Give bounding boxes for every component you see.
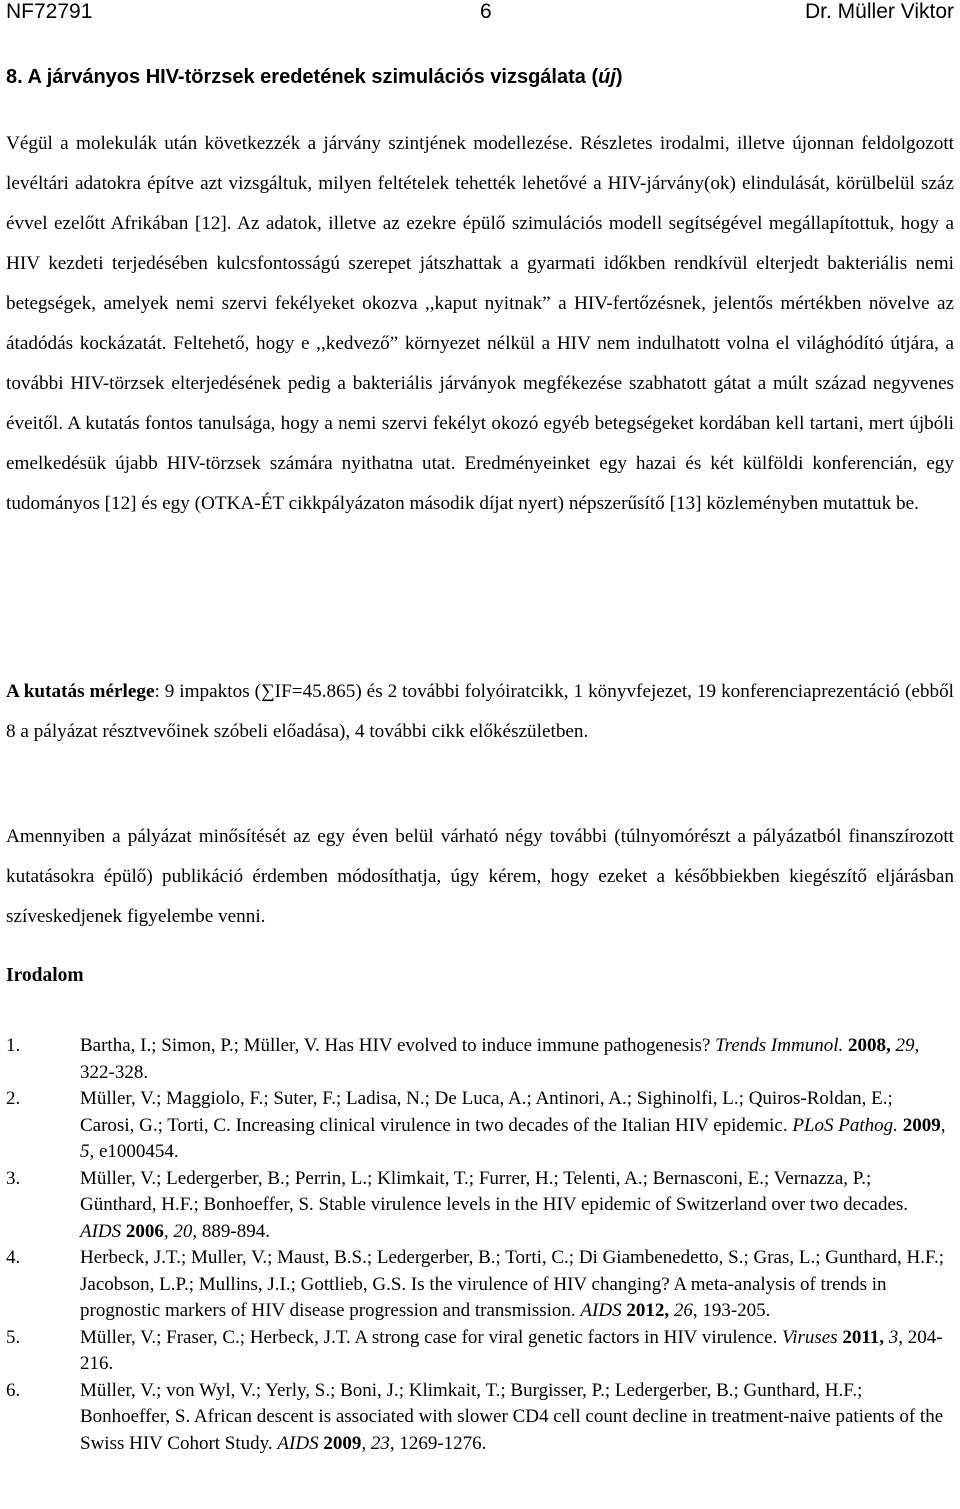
reference-number: 3. bbox=[6, 1167, 21, 1189]
reference-volume: , 5 bbox=[80, 1114, 946, 1162]
header-project-id: NF72791 bbox=[6, 0, 93, 23]
reference-journal: AIDS bbox=[580, 1300, 622, 1321]
reference-item bbox=[6, 1033, 946, 1086]
header-page-number: 6 bbox=[480, 0, 492, 23]
reference-journal: Trends Immunol. bbox=[715, 1035, 844, 1056]
reference-number: 4. bbox=[6, 1247, 21, 1268]
reference-text: Bartha, I.; Simon, P.; Müller, V. Has HIV evolved to induce immune pathogenesis? bbox=[80, 1035, 716, 1056]
reference-pages: , 193-205. bbox=[692, 1300, 771, 1321]
paragraph-request: Amennyiben a pályázat minősítését az egy éven belül várható négy további (túlnyomórészt a pályázatból finanszírozott kutatásokra épülő) publikáció érdemben módosíthatja, úgy kérem, hogy ezeket a későbbiekben kiegészítő eljárásban szíveskedjenek figyelembe venni. bbox=[6, 826, 954, 927]
section-title-new-tag: új bbox=[598, 66, 616, 88]
reference-item bbox=[6, 1378, 946, 1458]
balance-label: A kutatás mérlege bbox=[6, 681, 155, 702]
reference-year: 2012, bbox=[621, 1300, 670, 1321]
reference-year: 2011, bbox=[837, 1326, 885, 1348]
reference-pages: , 889-894. bbox=[192, 1220, 270, 1242]
reference-journal: PLoS Pathog. bbox=[792, 1114, 898, 1136]
reference-volume: 29 bbox=[890, 1035, 915, 1056]
reference-pages: , e1000454. bbox=[89, 1141, 179, 1162]
reference-year: 2008, bbox=[843, 1035, 891, 1056]
reference-number: 1. bbox=[6, 1035, 21, 1056]
reference-text: Müller, V.; Fraser, C.; Herbeck, J.T. A strong case for viral genetic factors in HIV virulence. bbox=[80, 1326, 782, 1348]
reference-year: 2009 bbox=[318, 1432, 362, 1454]
references-list bbox=[6, 1033, 946, 1457]
page-header bbox=[6, 0, 954, 26]
header-author: Dr. Müller Viktor bbox=[805, 0, 954, 23]
section-title-main: 8. A járványos HIV-törzsek eredetének szimulációs vizsgálata ( bbox=[6, 66, 599, 88]
reference-volume: , 23 bbox=[361, 1432, 390, 1454]
reference-text: Müller, V.; von Wyl, V.; Yerly, S.; Boni, J.; Klimkait, T.; Burgisser, P.; Ledergerber, B.; Gunthard, H.F.; Bonhoeffer, S. African descent is associated with slower CD4 cell count decline in treatment-naive patients of the Swiss HIV Cohort Study. bbox=[80, 1379, 944, 1454]
reference-pages: , 1269-1276. bbox=[389, 1432, 487, 1454]
reference-pages: , 322-328. bbox=[80, 1035, 920, 1083]
reference-year: 2006 bbox=[121, 1220, 164, 1242]
reference-item bbox=[6, 1325, 946, 1378]
reference-text: Herbeck, J.T.; Muller, V.; Maust, B.S.; Ledergerber, B.; Torti, C.; Di Giambenedetto, S.; Gras, L.; Gunthard, H.F.; Jacobson, L.P.; Mullins, J.I.; Gottlieb, G.S. Is the virulence of HIV changing? A meta-analysis of trends in prognostic markers of HIV disease progression and transmission. bbox=[80, 1247, 945, 1321]
references-title: Irodalom bbox=[6, 965, 84, 986]
reference-journal: Viruses bbox=[782, 1326, 838, 1348]
reference-number: 2. bbox=[6, 1088, 21, 1109]
section-title bbox=[6, 66, 623, 89]
reference-volume: 3 bbox=[884, 1326, 899, 1348]
reference-number: 6. bbox=[6, 1379, 21, 1401]
paragraph-balance bbox=[6, 672, 954, 752]
reference-year: 2009 bbox=[897, 1114, 941, 1136]
reference-text: Müller, V.; Maggiolo, F.; Suter, F.; Ladisa, N.; De Luca, A.; Antinori, A.; Sighinolfi, L.; Quiros-Roldan, E.; Carosi, G.; Torti, C. Increasing clinical virulence in two decades of the Italian HIV epidemic. bbox=[80, 1088, 893, 1136]
reference-number: 5. bbox=[6, 1326, 21, 1348]
reference-volume: 26 bbox=[669, 1300, 693, 1321]
balance-text: : 9 impaktos (∑IF=45.865) és 2 további folyóiratcikk, 1 könyvfejezet, 19 konferenciaprezentáció (ebből 8 a pályázat résztvevőinek szóbeli előadása), 4 további cikk előkészületben. bbox=[6, 681, 955, 742]
reference-journal: AIDS bbox=[80, 1220, 122, 1242]
reference-text: Müller, V.; Ledergerber, B.; Perrin, L.; Klimkait, T.; Furrer, H.; Telenti, A.; Bernasconi, E.; Vernazza, P.; Günthard, H.F.; Bonhoeffer, S. Stable virulence levels in the HIV epidemic of Switzerland over two decades. bbox=[80, 1167, 909, 1215]
reference-item bbox=[6, 1166, 946, 1246]
reference-volume: , 20 bbox=[163, 1220, 193, 1242]
reference-item bbox=[6, 1245, 946, 1325]
section-title-close: ) bbox=[615, 66, 623, 88]
reference-journal: AIDS bbox=[277, 1432, 319, 1454]
reference-pages: , 204-216. bbox=[80, 1326, 943, 1374]
paragraph-simulation: Végül a molekulák után következzék a járvány szintjének modellezése. Részletes irodalmi, illetve újonnan feldolgozott levéltári adatokra építve azt vizsgáltuk, milyen feltételek tehették lehetővé a HIV-járvány(ok) elindulását, körülbelül száz évvel ezelőtt Afrikában [12]. Az adatok, illetve az ezekre épülő szimulációs modell segítségével megállapítottuk, hogy a HIV kezdeti terjedésében kulcsfontosságú szerepet játszhattak a gyarmati időkben rendkívül elterjedt bakteriális nemi betegségek, amelyek nemi szervi fekélyeket okozva ,,kaput nyitnak” a HIV-fertőzésnek, jelentős mértékben növelve az átadódás kockázatát. Feltehető, hogy e ,,kedvező” környezet nélkül a HIV nem indulhatott volna el világhódító útjára, a további HIV-törzsek elterjedésének pedig a bakteriális járványok megfékezése szabhatott gátat a múlt század negyvenes éveitől. A kutatás fontos tanulsága, hogy a nemi szervi fekélyt okozó egyéb betegségeket kordában kell tartani, mert újbóli emelkedésük újabb HIV-törzsek számára nyithatna utat. Eredményeinket egy hazai és két külföldi konferencián, egy tudományos [12] és egy (OTKA-ÉT cikkpályázaton második díjat nyert) népszerűsítő [13] közleményben mutattuk be. bbox=[6, 133, 954, 514]
reference-item bbox=[6, 1086, 946, 1166]
